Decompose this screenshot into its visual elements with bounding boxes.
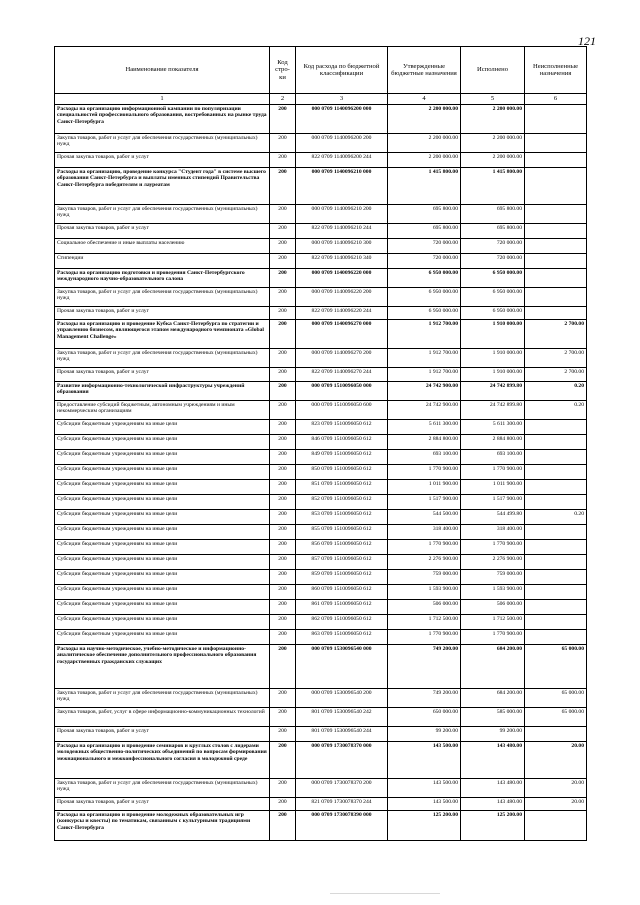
row-kbk-code: 000 0709 1730078390 000 (296, 811, 388, 841)
row-approved: 6 950 000.00 (388, 269, 461, 288)
row-executed: 1 517 900.00 (461, 495, 525, 510)
row-unexecuted: 20.00 (525, 742, 587, 779)
row-line-code: 200 (270, 420, 296, 435)
row-unexecuted: 65 000.00 (525, 689, 587, 708)
row-unexecuted: 65 000.00 (525, 645, 587, 689)
row-executed: 125 200.00 (461, 811, 525, 841)
row-name: Расходы на организацию и проведение семинаров и круглых столов с лидерами молодежных общественно-политических объединений по вопросам формирования межнационального и межконфессионального согласия в молодежной среде (55, 742, 270, 779)
table-row (55, 555, 587, 570)
row-executed: 1 593 900.00 (461, 585, 525, 600)
row-kbk-code: 823 0709 1510096050 612 (296, 420, 388, 435)
row-line-code: 200 (270, 153, 296, 168)
row-line-code: 200 (270, 689, 296, 708)
row-line-code: 200 (270, 105, 296, 134)
row-approved: 2 200 000.00 (388, 105, 461, 134)
row-approved: 1 912 700.00 (388, 368, 461, 382)
table-row (55, 105, 587, 134)
row-approved: 6 950 000.00 (388, 307, 461, 320)
row-unexecuted (525, 239, 587, 254)
row-line-code: 200 (270, 742, 296, 779)
row-unexecuted (525, 727, 587, 742)
row-executed: 2 200 000.00 (461, 105, 525, 134)
row-line-code: 200 (270, 798, 296, 811)
row-executed: 1 415 800.00 (461, 168, 525, 205)
row-name: Закупка товаров, работ и услуг для обеспечения государственных (муниципальных) нужд (55, 288, 270, 307)
row-unexecuted (525, 570, 587, 585)
row-line-code: 200 (270, 525, 296, 540)
row-unexecuted (525, 811, 587, 841)
row-name: Расходы на организацию и проведение Кубка Санкт-Петербурга по стратегии и управлению бизнесом, являющегося этапом международного чемпионата «Global Management Challenge» (55, 320, 270, 349)
row-executed: 143 480.00 (461, 779, 525, 798)
table-row (55, 510, 587, 525)
row-name: Субсидии бюджетным учреждениям на иные цели (55, 480, 270, 495)
row-name: Субсидии бюджетным учреждениям на иные цели (55, 435, 270, 450)
row-executed: 24 742 899.80 (461, 382, 525, 401)
table-row (55, 435, 587, 450)
row-line-code: 200 (270, 239, 296, 254)
row-kbk-code: 859 0709 1510096050 612 (296, 570, 388, 585)
table-row (55, 288, 587, 307)
row-kbk-code: 853 0709 1510096050 612 (296, 510, 388, 525)
row-kbk-code: 822 0709 1140096220 244 (296, 307, 388, 320)
row-line-code: 200 (270, 615, 296, 630)
row-name: Закупка товаров, работ, услуг в сфере информационно-коммуникационных технологий (55, 708, 270, 727)
header-unexecuted: Неисполненные назначения (525, 47, 587, 94)
row-unexecuted: 65 000.00 (525, 708, 587, 727)
row-line-code: 200 (270, 134, 296, 153)
row-line-code: 200 (270, 727, 296, 742)
row-unexecuted (525, 600, 587, 615)
row-line-code: 200 (270, 368, 296, 382)
table-row (55, 134, 587, 153)
row-line-code: 200 (270, 779, 296, 798)
row-name: Расходы на организацию и проведение молодежных образовательных игр (конкурсы и квесты) по тематикам, связанным с культурными традициями Санкт-Петербурга (55, 811, 270, 841)
row-name: Субсидии бюджетным учреждениям на иные цели (55, 600, 270, 615)
column-number: 2 (270, 94, 296, 105)
table-row (55, 689, 587, 708)
row-executed: 693 100.00 (461, 450, 525, 465)
row-kbk-code: 849 0709 1510096050 612 (296, 450, 388, 465)
table-row (55, 708, 587, 727)
row-unexecuted: 20.00 (525, 779, 587, 798)
row-approved: 1 770 900.00 (388, 465, 461, 480)
row-unexecuted (525, 480, 587, 495)
table-row (55, 368, 587, 382)
row-executed: 2 200 000.00 (461, 134, 525, 153)
row-name: Субсидии бюджетным учреждениям на иные цели (55, 585, 270, 600)
row-name: Расходы на научно-методическое, учебно-методическое и информационно-аналитическое обеспечение дополнительного профессионального образования государственных гражданских служащих (55, 645, 270, 689)
table-row (55, 630, 587, 645)
row-unexecuted (525, 168, 587, 205)
row-approved: 143 500.00 (388, 742, 461, 779)
row-kbk-code: 000 0709 1530096540 200 (296, 689, 388, 708)
table-row (55, 320, 587, 349)
row-executed: 2 276 900.00 (461, 555, 525, 570)
row-line-code: 200 (270, 320, 296, 349)
row-kbk-code: 000 0709 1730078370 200 (296, 779, 388, 798)
row-kbk-code: 000 0709 1510096050 600 (296, 401, 388, 420)
row-name: Закупка товаров, работ и услуг для обеспечения государственных (муниципальных) нужд (55, 349, 270, 368)
table-row (55, 450, 587, 465)
table-row (55, 585, 587, 600)
row-executed: 2 200 000.00 (461, 153, 525, 168)
row-unexecuted: 2 700.00 (525, 349, 587, 368)
table-body (55, 105, 587, 841)
row-name: Прочая закупка товаров, работ и услуг (55, 224, 270, 239)
budget-execution-table (54, 46, 587, 841)
row-unexecuted (525, 630, 587, 645)
row-name: Прочая закупка товаров, работ и услуг (55, 368, 270, 382)
row-name: Развитие информационно-технологической инфраструктуры учреждений образования (55, 382, 270, 401)
row-approved: 1 770 900.00 (388, 630, 461, 645)
row-kbk-code: 000 0709 1140096210 300 (296, 239, 388, 254)
table-header-row (55, 47, 587, 94)
row-kbk-code: 861 0709 1510096050 612 (296, 600, 388, 615)
table-row (55, 600, 587, 615)
row-name: Закупка товаров, работ и услуг для обеспечения государственных (муниципальных) нужд (55, 689, 270, 708)
row-approved: 544 500.00 (388, 510, 461, 525)
scan-footer-smudge (330, 893, 440, 894)
row-kbk-code: 860 0709 1510096050 612 (296, 585, 388, 600)
row-approved: 5 611 300.00 (388, 420, 461, 435)
row-line-code: 200 (270, 510, 296, 525)
row-kbk-code: 851 0709 1510096050 612 (296, 480, 388, 495)
row-executed: 684 200.00 (461, 689, 525, 708)
row-line-code: 200 (270, 168, 296, 205)
row-unexecuted (525, 525, 587, 540)
table-row (55, 811, 587, 841)
row-kbk-code: 822 0709 1140096200 244 (296, 153, 388, 168)
row-kbk-code: 850 0709 1510096050 612 (296, 465, 388, 480)
row-name: Субсидии бюджетным учреждениям на иные цели (55, 540, 270, 555)
row-name: Прочая закупка товаров, работ и услуг (55, 798, 270, 811)
row-kbk-code: 000 0709 1140096220 200 (296, 288, 388, 307)
row-unexecuted (525, 495, 587, 510)
row-executed: 1 910 000.00 (461, 368, 525, 382)
row-kbk-code: 822 0709 1140096210 244 (296, 224, 388, 239)
row-line-code: 200 (270, 450, 296, 465)
row-line-code: 200 (270, 570, 296, 585)
row-unexecuted (525, 450, 587, 465)
row-executed: 684 200.00 (461, 645, 525, 689)
row-approved: 24 742 900.00 (388, 382, 461, 401)
row-approved: 1 712 500.00 (388, 615, 461, 630)
row-approved: 749 200.00 (388, 645, 461, 689)
row-executed: 1 712 500.00 (461, 615, 525, 630)
row-approved: 24 742 900.00 (388, 401, 461, 420)
row-line-code: 200 (270, 224, 296, 239)
row-unexecuted (525, 254, 587, 269)
row-executed: 695 800.00 (461, 224, 525, 239)
row-unexecuted (525, 585, 587, 600)
row-line-code: 200 (270, 401, 296, 420)
row-name: Стипендии (55, 254, 270, 269)
row-name: Расходы на организацию подготовки и проведения Санкт-Петербургского международного научно-образовательного салона (55, 269, 270, 288)
row-line-code: 200 (270, 708, 296, 727)
row-name: Субсидии бюджетным учреждениям на иные цели (55, 525, 270, 540)
row-executed: 1 910 000.00 (461, 320, 525, 349)
column-number: 4 (388, 94, 461, 105)
column-number: 1 (55, 94, 270, 105)
row-line-code: 200 (270, 555, 296, 570)
row-kbk-code: 000 0709 1510096050 000 (296, 382, 388, 401)
row-unexecuted (525, 134, 587, 153)
table-row (55, 224, 587, 239)
table-row (55, 401, 587, 420)
row-approved: 2 884 800.00 (388, 435, 461, 450)
row-unexecuted (525, 269, 587, 288)
header-line-code: Код стро-ки (270, 47, 296, 94)
row-name: Субсидии бюджетным учреждениям на иные цели (55, 495, 270, 510)
row-line-code: 200 (270, 307, 296, 320)
row-name: Субсидии бюджетным учреждениям на иные цели (55, 465, 270, 480)
row-kbk-code: 856 0709 1510096050 612 (296, 540, 388, 555)
row-approved: 720 000.00 (388, 239, 461, 254)
row-executed: 720 000.00 (461, 239, 525, 254)
table-row (55, 480, 587, 495)
row-executed: 695 800.00 (461, 205, 525, 224)
row-executed: 1 910 000.00 (461, 349, 525, 368)
row-name: Прочая закупка товаров, работ и услуг (55, 153, 270, 168)
row-unexecuted: 2 700.00 (525, 368, 587, 382)
page-number: 121 (578, 34, 596, 48)
table-row (55, 540, 587, 555)
row-unexecuted (525, 153, 587, 168)
row-name: Субсидии бюджетным учреждениям на иные цели (55, 615, 270, 630)
header-approved: Утвержденные бюджетные назначения (388, 47, 461, 94)
header-executed: Исполнено (461, 47, 525, 94)
row-unexecuted (525, 205, 587, 224)
row-executed: 1 770 900.00 (461, 630, 525, 645)
table-row (55, 349, 587, 368)
row-kbk-code: 863 0709 1510096050 612 (296, 630, 388, 645)
row-approved: 749 200.00 (388, 689, 461, 708)
table-row (55, 168, 587, 205)
row-line-code: 200 (270, 540, 296, 555)
row-executed: 544 499.80 (461, 510, 525, 525)
table-row (55, 525, 587, 540)
row-name: Закупка товаров, работ и услуг для обеспечения государственных (муниципальных) нужд (55, 134, 270, 153)
row-approved: 125 200.00 (388, 811, 461, 841)
row-name: Предоставление субсидий бюджетным, автономным учреждениям и иным некоммерческим организациям (55, 401, 270, 420)
row-line-code: 200 (270, 349, 296, 368)
row-approved: 695 800.00 (388, 205, 461, 224)
row-name: Субсидии бюджетным учреждениям на иные цели (55, 450, 270, 465)
row-name: Субсидии бюджетным учреждениям на иные цели (55, 555, 270, 570)
row-name: Социальное обеспечение и иные выплаты населению (55, 239, 270, 254)
row-executed: 143 480.00 (461, 798, 525, 811)
row-kbk-code: 801 0709 1530096540 242 (296, 708, 388, 727)
row-approved: 506 000.00 (388, 600, 461, 615)
row-kbk-code: 846 0709 1510096050 612 (296, 435, 388, 450)
row-line-code: 200 (270, 585, 296, 600)
row-name: Субсидии бюджетным учреждениям на иные цели (55, 420, 270, 435)
row-executed: 5 611 300.00 (461, 420, 525, 435)
row-kbk-code: 801 0709 1530096540 244 (296, 727, 388, 742)
row-kbk-code: 000 0709 1530096540 000 (296, 645, 388, 689)
column-number-row (55, 94, 587, 105)
row-unexecuted (525, 465, 587, 480)
table-row (55, 615, 587, 630)
row-executed: 318 400.00 (461, 525, 525, 540)
row-executed: 720 000.00 (461, 254, 525, 269)
row-approved: 1 415 800.00 (388, 168, 461, 205)
row-approved: 1 770 900.00 (388, 540, 461, 555)
row-executed: 1 770 900.00 (461, 465, 525, 480)
row-kbk-code: 000 0709 1140096210 000 (296, 168, 388, 205)
table-row (55, 239, 587, 254)
row-line-code: 200 (270, 645, 296, 689)
table-row (55, 153, 587, 168)
row-name: Субсидии бюджетным учреждениям на иные цели (55, 510, 270, 525)
row-kbk-code: 855 0709 1510096050 612 (296, 525, 388, 540)
row-executed: 6 950 000.00 (461, 288, 525, 307)
row-executed: 6 950 000.00 (461, 269, 525, 288)
row-line-code: 200 (270, 495, 296, 510)
table-row (55, 779, 587, 798)
row-kbk-code: 852 0709 1510096050 612 (296, 495, 388, 510)
row-approved: 143 500.00 (388, 798, 461, 811)
row-name: Прочая закупка товаров, работ и услуг (55, 307, 270, 320)
row-name: Субсидии бюджетным учреждениям на иные цели (55, 570, 270, 585)
row-executed: 2 884 800.00 (461, 435, 525, 450)
row-approved: 2 276 900.00 (388, 555, 461, 570)
row-line-code: 200 (270, 205, 296, 224)
row-approved: 1 912 700.00 (388, 349, 461, 368)
header-name: Наименование показателя (55, 47, 270, 94)
row-line-code: 200 (270, 254, 296, 269)
table-row (55, 420, 587, 435)
row-executed: 1 770 900.00 (461, 540, 525, 555)
row-name: Прочая закупка товаров, работ и услуг (55, 727, 270, 742)
row-kbk-code: 822 0709 1140096270 244 (296, 368, 388, 382)
row-approved: 1 517 900.00 (388, 495, 461, 510)
row-kbk-code: 000 0709 1140096200 200 (296, 134, 388, 153)
header-kbk: Код расхода по бюджетной классификации (296, 47, 388, 94)
row-approved: 1 011 900.00 (388, 480, 461, 495)
column-number: 5 (461, 94, 525, 105)
table-row (55, 307, 587, 320)
row-unexecuted: 2 700.00 (525, 320, 587, 349)
row-approved: 1 912 700.00 (388, 320, 461, 349)
row-unexecuted (525, 540, 587, 555)
row-approved: 695 800.00 (388, 224, 461, 239)
row-kbk-code: 000 0709 1140096220 000 (296, 269, 388, 288)
row-unexecuted: 0.20 (525, 510, 587, 525)
row-line-code: 200 (270, 465, 296, 480)
table-row (55, 727, 587, 742)
row-kbk-code: 862 0709 1510096050 612 (296, 615, 388, 630)
row-kbk-code: 000 0709 1140096270 200 (296, 349, 388, 368)
row-approved: 1 593 900.00 (388, 585, 461, 600)
row-name: Расходы на организацию, проведение конкурса "Студент года" в системе высшего образования Санкт-Петербурга и выплаты именных стипендий Правительства Санкт-Петербурга победителям и лауреатам (55, 168, 270, 205)
row-line-code: 200 (270, 269, 296, 288)
row-kbk-code: 857 0709 1510096050 612 (296, 555, 388, 570)
row-executed: 1 011 900.00 (461, 480, 525, 495)
row-approved: 720 000.00 (388, 254, 461, 269)
row-unexecuted (525, 555, 587, 570)
row-kbk-code: 000 0709 1140096210 200 (296, 205, 388, 224)
row-unexecuted (525, 435, 587, 450)
table-row (55, 495, 587, 510)
row-approved: 650 000.00 (388, 708, 461, 727)
table-row (55, 254, 587, 269)
table-row (55, 798, 587, 811)
row-name: Закупка товаров, работ и услуг для обеспечения государственных (муниципальных) нужд (55, 205, 270, 224)
row-approved: 143 500.00 (388, 779, 461, 798)
row-approved: 6 950 000.00 (388, 288, 461, 307)
table-row (55, 205, 587, 224)
row-kbk-code: 822 0709 1140096210 340 (296, 254, 388, 269)
row-unexecuted (525, 288, 587, 307)
row-unexecuted: 20.00 (525, 798, 587, 811)
row-kbk-code: 000 0709 1730078370 000 (296, 742, 388, 779)
row-approved: 2 200 000.00 (388, 153, 461, 168)
row-executed: 6 950 000.00 (461, 307, 525, 320)
row-name: Расходы на организацию информационной кампании по популяризации специальностей профессионального образования, востребованных на рынке труда Санкт-Петербурга (55, 105, 270, 134)
row-line-code: 200 (270, 600, 296, 615)
row-kbk-code: 821 0709 1730078370 244 (296, 798, 388, 811)
row-line-code: 200 (270, 811, 296, 841)
table-row (55, 465, 587, 480)
row-executed: 99 200.00 (461, 727, 525, 742)
row-approved: 99 200.00 (388, 727, 461, 742)
row-executed: 759 000.00 (461, 570, 525, 585)
table-row (55, 269, 587, 288)
row-name: Закупка товаров, работ и услуг для обеспечения государственных (муниципальных) нужд (55, 779, 270, 798)
row-approved: 2 200 000.00 (388, 134, 461, 153)
table-row (55, 382, 587, 401)
row-executed: 143 480.00 (461, 742, 525, 779)
row-line-code: 200 (270, 480, 296, 495)
row-unexecuted (525, 224, 587, 239)
row-line-code: 200 (270, 288, 296, 307)
table-row (55, 645, 587, 689)
row-line-code: 200 (270, 382, 296, 401)
row-approved: 693 100.00 (388, 450, 461, 465)
row-name: Субсидии бюджетным учреждениям на иные цели (55, 630, 270, 645)
row-unexecuted (525, 420, 587, 435)
row-executed: 24 742 899.80 (461, 401, 525, 420)
row-line-code: 200 (270, 630, 296, 645)
row-unexecuted (525, 105, 587, 134)
row-unexecuted (525, 615, 587, 630)
table-row (55, 742, 587, 779)
row-kbk-code: 000 0709 1140096270 000 (296, 320, 388, 349)
column-number: 3 (296, 94, 388, 105)
row-unexecuted (525, 307, 587, 320)
column-number: 6 (525, 94, 587, 105)
table-row (55, 570, 587, 585)
row-unexecuted: 0.20 (525, 382, 587, 401)
row-approved: 318 400.00 (388, 525, 461, 540)
row-kbk-code: 000 0709 1140096200 000 (296, 105, 388, 134)
row-executed: 506 000.00 (461, 600, 525, 615)
row-executed: 585 000.00 (461, 708, 525, 727)
row-unexecuted: 0.20 (525, 401, 587, 420)
row-line-code: 200 (270, 435, 296, 450)
row-approved: 759 000.00 (388, 570, 461, 585)
